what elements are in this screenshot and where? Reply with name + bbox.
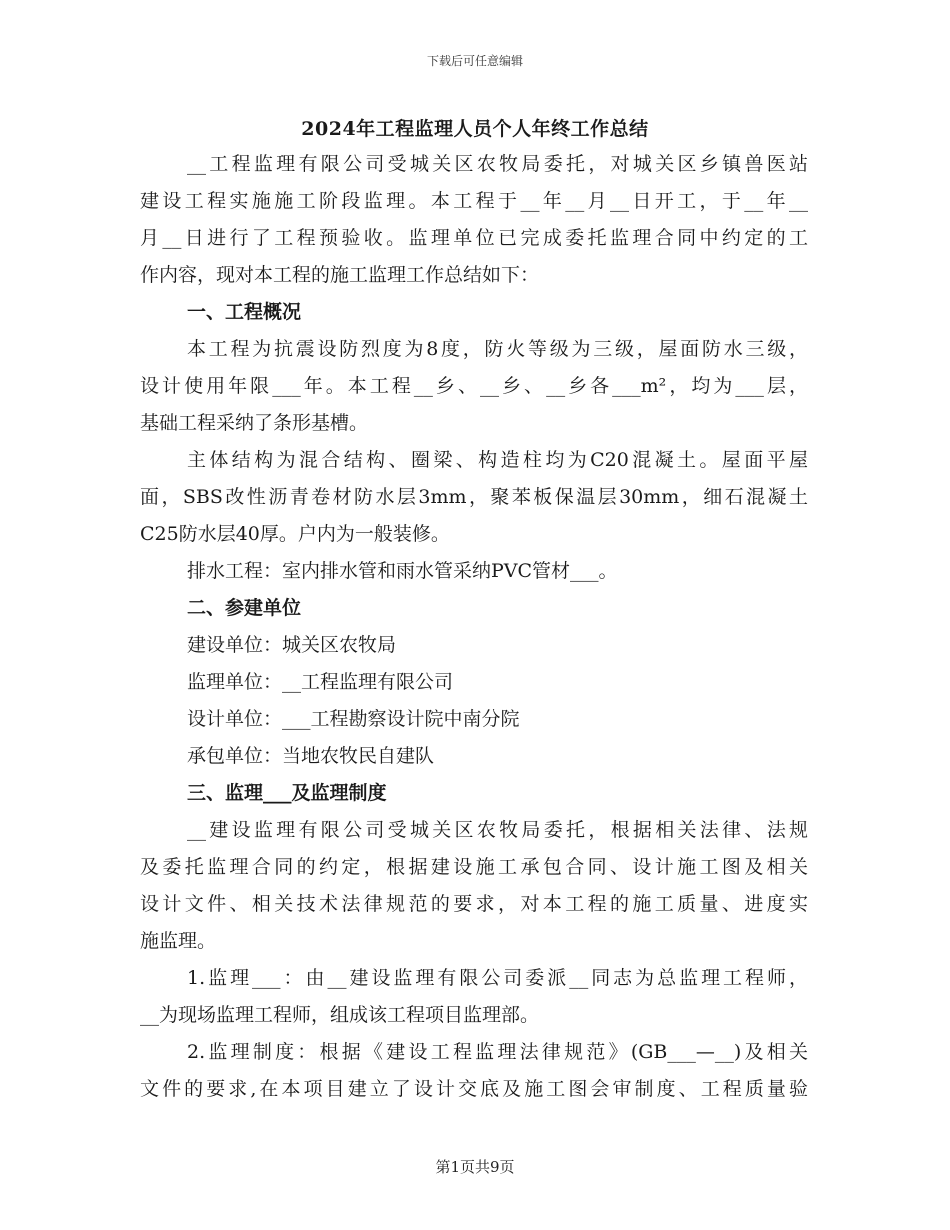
paragraph-line: 2.监理制度：根据《建设工程监理法律规范》(GB___—__)及相关 [187,1041,808,1063]
paragraph-line: C25防水层40厚。户内为一般装修。 [140,523,450,545]
paragraph-line: 设计文件、相关技术法律规范的要求，对本工程的施工质量、进度实 [140,893,808,915]
document-body [140,146,808,1108]
document-title: 2024年工程监理人员个人年终工作总结 [301,118,649,140]
paragraph-line: 设计使用年限___年。本工程__乡、__乡、__乡各___m²，均为___层， [140,375,808,397]
paragraph-line: 基础工程采纳了条形基槽。 [140,412,369,434]
section-heading: 一、工程概况 [187,301,302,323]
paragraph-line: __工程监理有限公司受城关区农牧局委托，对城关区乡镇兽医站 [187,153,808,175]
paragraph-line: __为现场监理工程师，组成该工程项目监理部。 [140,1004,540,1026]
section-heading: 三、监理___及监理制度 [187,782,387,804]
paragraph-line: 主体结构为混合结构、圈梁、构造柱均为C20混凝土。屋面平屋 [187,449,808,471]
section-heading: 二、参建单位 [187,597,302,619]
paragraph-line: 监理单位：__工程监理有限公司 [187,671,454,693]
page-footer: 第1页共9页 [435,1158,515,1176]
paragraph-line: 文件的要求,在本项目建立了设计交底及施工图会审制度、工程质量验 [140,1078,808,1100]
paragraph-line: 月__日进行了工程预验收。监理单位已完成委托监理合同中约定的工 [140,227,808,249]
paragraph-line: 建设单位：城关区农牧局 [187,634,397,656]
page-header: 下载后可任意编辑 [426,54,523,68]
paragraph-line: 设计单位：___工程勘察设计院中南分院 [187,708,520,730]
paragraph-line: 施监理。 [140,930,217,952]
paragraph-line: 1.监理___：由__建设监理有限公司委派__同志为总监理工程师， [187,967,808,989]
paragraph-line: 排水工程：室内排水管和雨水管采纳PVC管材___。 [187,560,618,582]
paragraph-line: 承包单位：当地农牧民自建队 [187,745,435,767]
paragraph-line: 面，SBS改性沥青卷材防水层3mm，聚苯板保温层30mm，细石混凝土 [140,486,808,508]
paragraph-line: 及委托监理合同的约定，根据建设施工承包合同、设计施工图及相关 [140,856,808,878]
paragraph-line: __建设监理有限公司受城关区农牧局委托，根据相关法律、法规 [187,819,808,841]
paragraph-line: 本工程为抗震设防烈度为8度，防火等级为三级，屋面防水三级， [187,338,808,360]
paragraph-line: 建设工程实施施工阶段监理。本工程于__年__月__日开工，于__年__ [140,190,808,212]
paragraph-line: 作内容，现对本工程的施工监理工作总结如下： [140,264,540,286]
